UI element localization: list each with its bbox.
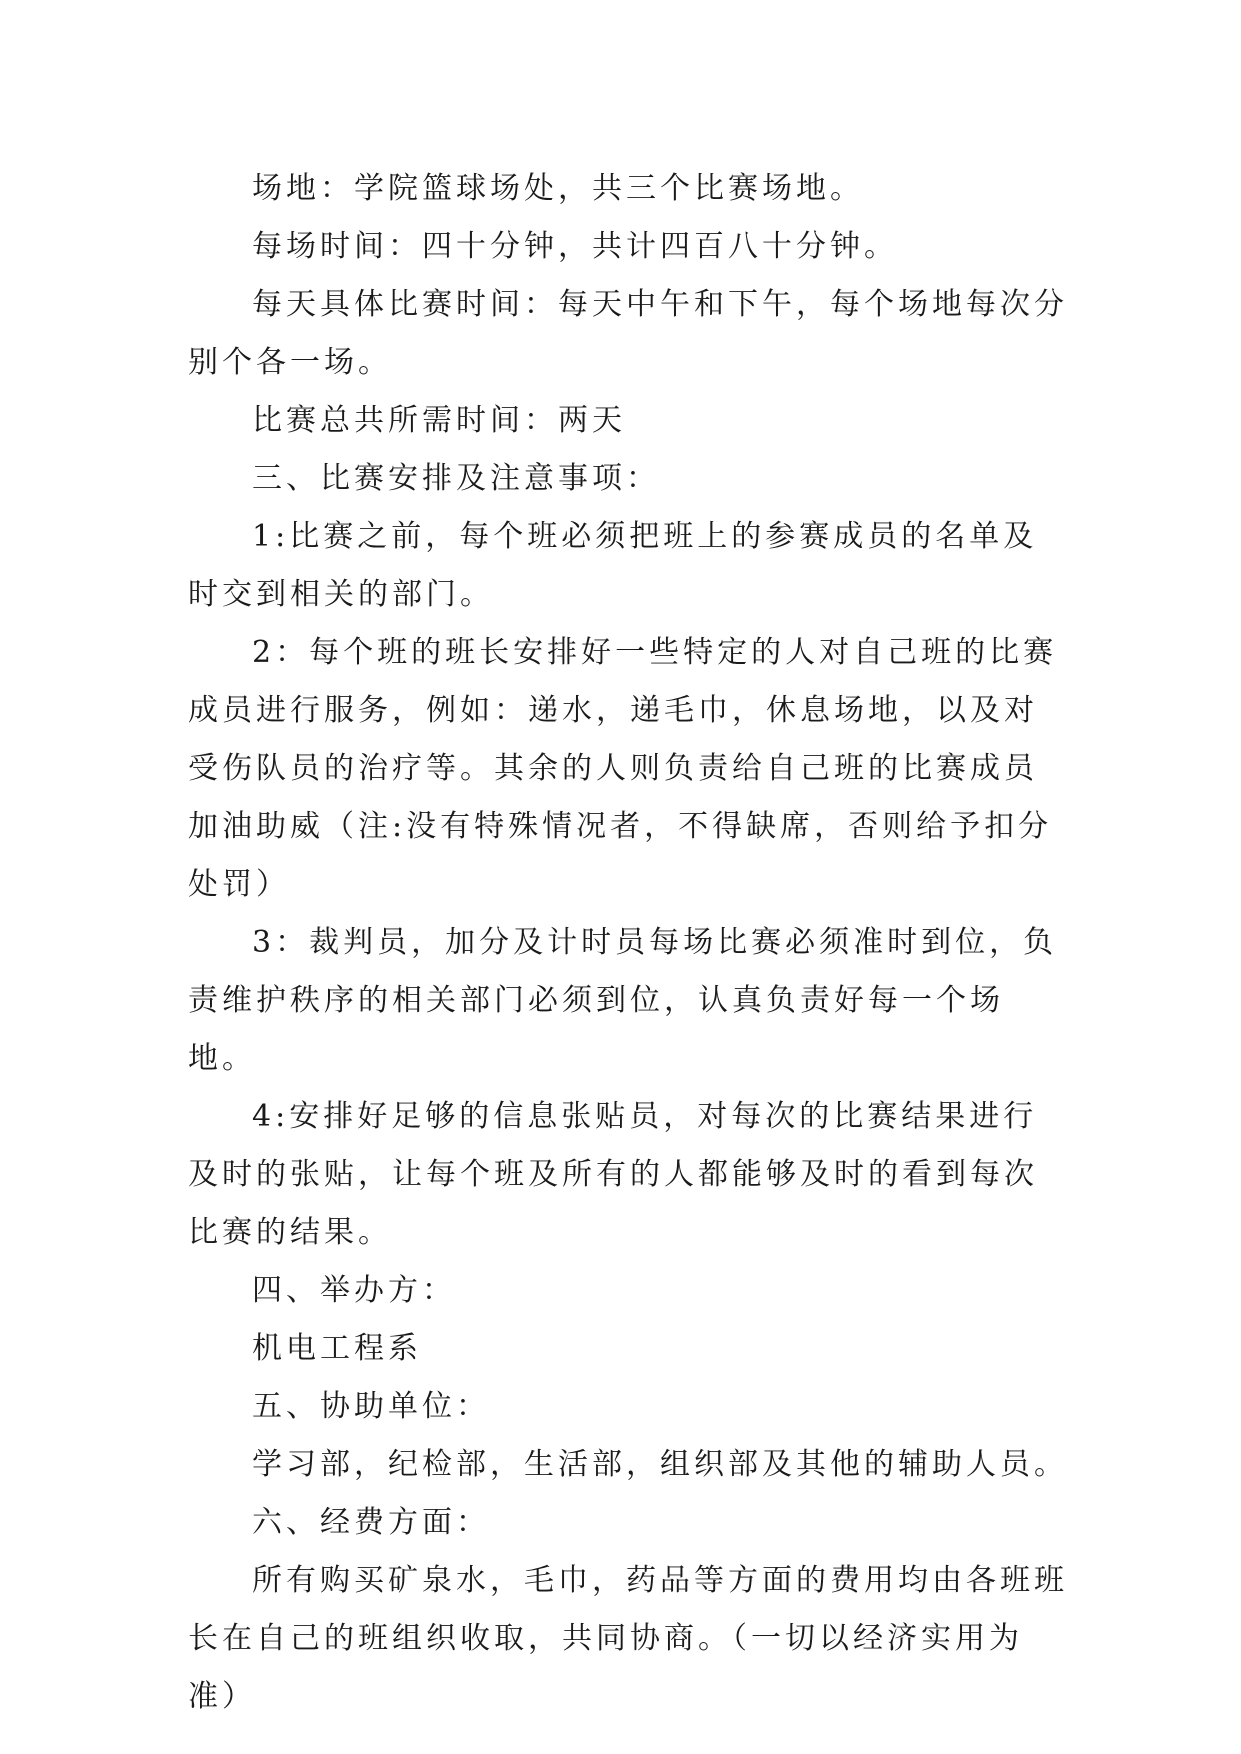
paragraph-organizer: 机电工程系: [252, 1331, 422, 1366]
paragraph-match-duration: 每场时间：四十分钟，共计四百八十分钟。: [252, 229, 898, 264]
paragraph-item-3: 3：裁判员，加分及计时员每场比赛必须准时到位，负责维护秩序的相关部门必须到位，认真负责好每一个场地。: [188, 925, 1058, 1076]
heading-organizer: 四、举办方：: [252, 1273, 456, 1308]
heading-funding: 六、经费方面：: [252, 1505, 490, 1540]
paragraph-item-1: 1:比赛之前，每个班必须把班上的参赛成员的名单及时交到相关的部门。: [188, 519, 1038, 612]
paragraph-venue: 场地：学院篮球场处，共三个比赛场地。: [252, 171, 864, 206]
heading-arrangements: 三、比赛安排及注意事项：: [252, 461, 660, 496]
heading-assisting-units: 五、协助单位：: [252, 1389, 490, 1424]
paragraph-assisting-units: 学习部，纪检部，生活部，组织部及其他的辅助人员。: [252, 1447, 1068, 1482]
paragraph-funding: 所有购买矿泉水，毛巾，药品等方面的费用均由各班班长在自己的班组织收取，共同协商。（一切以经济实用为准）: [188, 1563, 1068, 1714]
paragraph-daily-schedule: 每天具体比赛时间：每天中午和下午，每个场地每次分别个各一场。: [188, 287, 1068, 380]
paragraph-item-4: 4:安排好足够的信息张贴员，对每次的比赛结果进行及时的张贴，让每个班及所有的人都能够及时的看到每次比赛的结果。: [188, 1099, 1038, 1250]
paragraph-item-2: 2：每个班的班长安排好一些特定的人对自己班的比赛成员进行服务，例如：递水，递毛巾，休息场地，以及对受伤队员的治疗等。其余的人则负责给自己班的比赛成员加油助威（注:没有特殊情况者，不得缺席，否则给予扣分处罚）: [188, 635, 1058, 902]
document-body: [188, 160, 1068, 1726]
paragraph-total-time: 比赛总共所需时间：两天: [252, 403, 626, 438]
